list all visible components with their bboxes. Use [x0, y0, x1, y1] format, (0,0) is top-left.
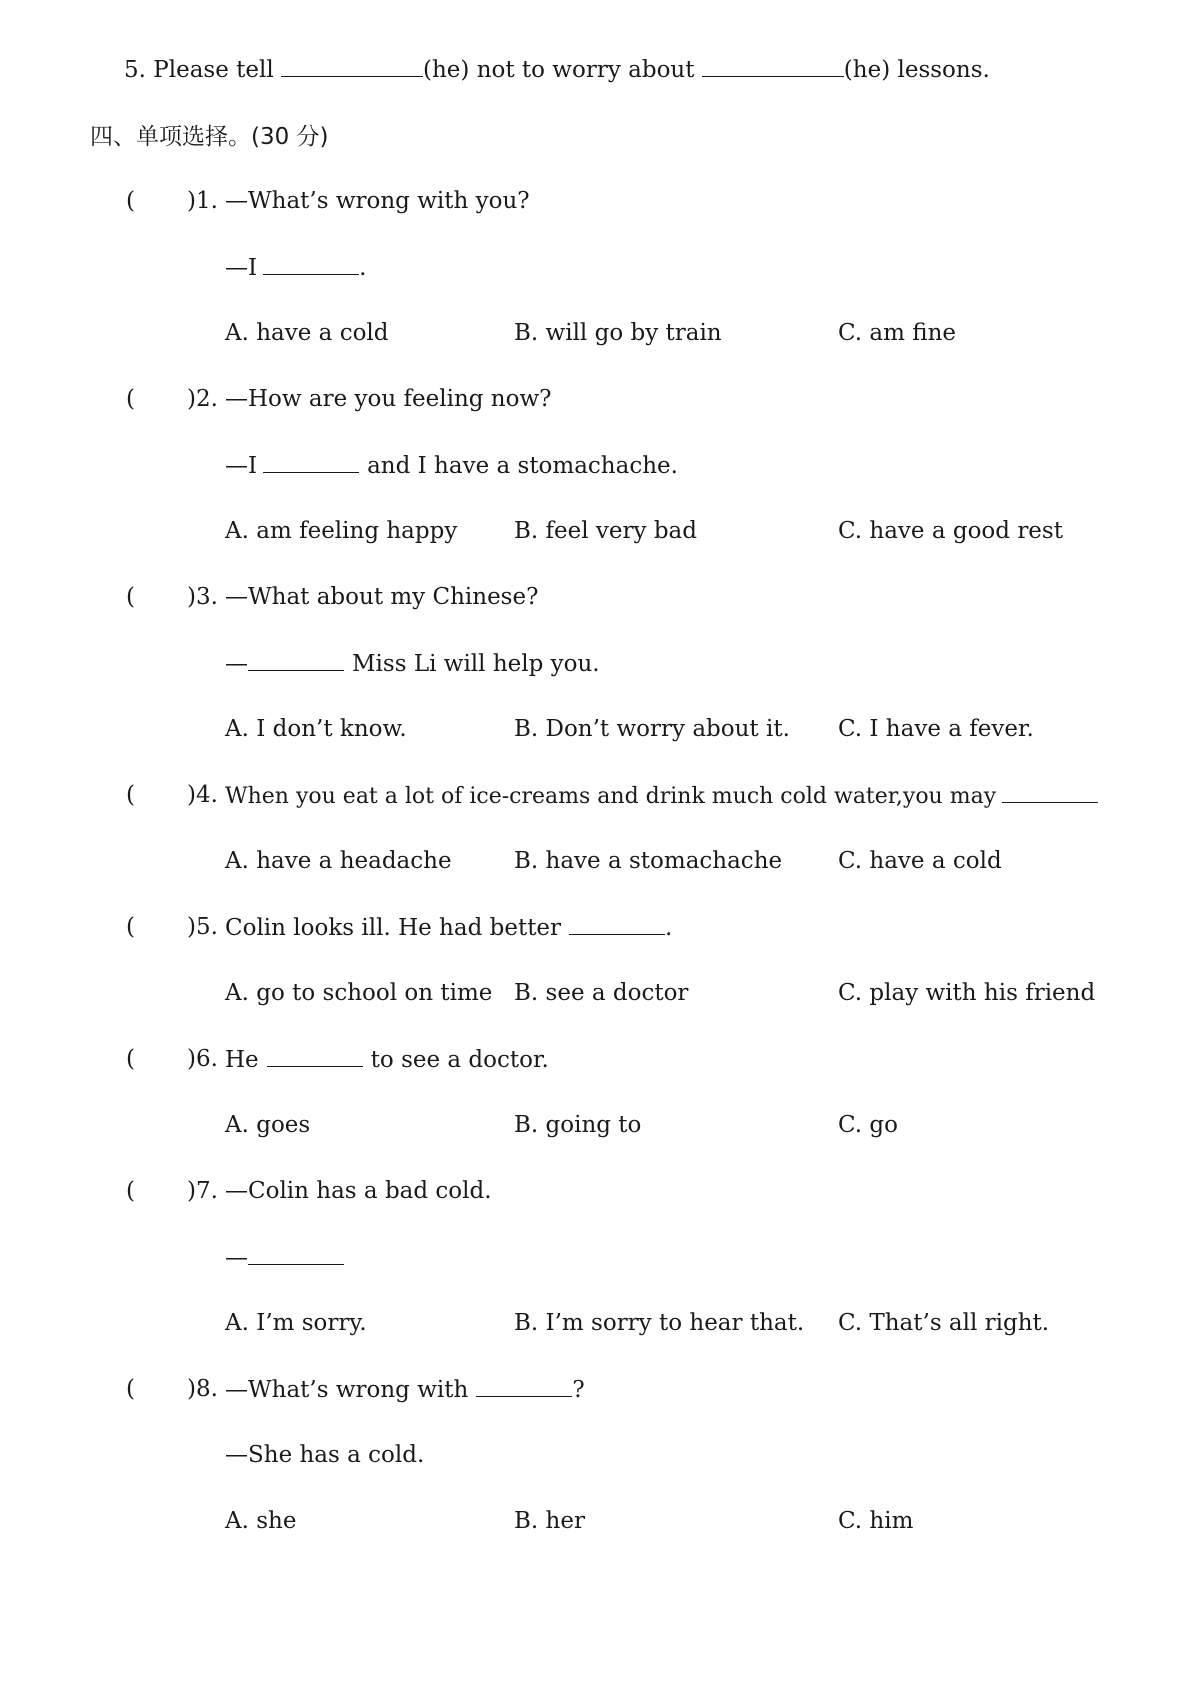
option-c[interactable]: C. I have a fever. — [838, 716, 1034, 742]
question-response: —She has a cold. — [225, 1442, 425, 1468]
option-b[interactable]: B. feel very bad — [514, 518, 697, 544]
question-text-suffix: . — [665, 915, 673, 941]
option-a[interactable]: A. she — [225, 1508, 297, 1534]
response-suffix: . — [359, 255, 367, 281]
option-a[interactable]: A. I’m sorry. — [225, 1310, 367, 1336]
option-a[interactable]: A. have a headache — [225, 848, 452, 874]
response-suffix: and I have a stomachache. — [367, 453, 678, 479]
option-c[interactable]: C. am fine — [838, 320, 956, 346]
question-number: )8. — [187, 1376, 218, 1402]
answer-paren[interactable]: ( — [126, 1046, 135, 1072]
response-prefix: —I — [225, 453, 258, 479]
question-text: —Colin has a bad cold. — [225, 1178, 492, 1204]
option-b[interactable]: B. will go by train — [514, 320, 722, 346]
answer-blank[interactable] — [569, 912, 665, 935]
answer-paren[interactable]: ( — [126, 914, 135, 940]
question-text — [225, 780, 1098, 812]
answer-paren[interactable]: ( — [126, 1376, 135, 1402]
question-text-suffix: ? — [572, 1377, 585, 1403]
option-a[interactable]: A. go to school on time — [225, 980, 493, 1006]
fill-item-5 — [124, 54, 990, 85]
answer-blank[interactable] — [248, 1242, 344, 1265]
option-b[interactable]: B. have a stomachache — [514, 848, 783, 874]
question-number: )4. — [187, 782, 218, 808]
option-b[interactable]: B. her — [514, 1508, 585, 1534]
option-a[interactable]: A. am feeling happy — [225, 518, 458, 544]
question-text-body: —What’s wrong with — [225, 1377, 469, 1403]
question-number: )1. — [187, 188, 218, 214]
response-prefix: —I — [225, 255, 258, 281]
option-c[interactable]: C. That’s all right. — [838, 1310, 1050, 1336]
question-number: )6. — [187, 1046, 218, 1072]
option-c[interactable]: C. have a good rest — [838, 518, 1063, 544]
option-a[interactable]: A. goes — [225, 1112, 311, 1138]
question-number: )7. — [187, 1178, 218, 1204]
question-text: —How are you feeling now? — [225, 386, 552, 412]
answer-blank[interactable] — [281, 54, 423, 77]
option-c[interactable]: C. him — [838, 1508, 914, 1534]
option-c[interactable]: C. play with his friend — [838, 980, 1096, 1006]
answer-blank[interactable] — [1002, 780, 1098, 803]
answer-blank[interactable] — [263, 252, 359, 275]
question-text-suffix: to see a doctor. — [370, 1047, 549, 1073]
response-prefix: — — [225, 1245, 248, 1271]
question-text-body: Colin looks ill. He had better — [225, 915, 562, 941]
option-c[interactable]: C. have a cold — [838, 848, 1002, 874]
question-text — [225, 912, 672, 943]
section-heading: 四、单项选择。(30 分) — [90, 124, 329, 150]
fill-item-5-hint1: (he) not to worry about — [423, 57, 695, 83]
answer-blank[interactable] — [702, 54, 844, 77]
question-number: )3. — [187, 584, 218, 610]
question-text — [225, 1044, 549, 1075]
option-c[interactable]: C. go — [838, 1112, 898, 1138]
answer-blank[interactable] — [248, 648, 344, 671]
question-text: —What about my Chinese? — [225, 584, 539, 610]
response-suffix: Miss Li will help you. — [352, 651, 600, 677]
question-number: )5. — [187, 914, 218, 940]
option-a[interactable]: A. I don’t know. — [225, 716, 407, 742]
answer-paren[interactable]: ( — [126, 584, 135, 610]
question-response — [225, 450, 678, 481]
answer-paren[interactable]: ( — [126, 188, 135, 214]
question-response — [225, 252, 366, 283]
answer-blank[interactable] — [263, 450, 359, 473]
option-b[interactable]: B. see a doctor — [514, 980, 689, 1006]
answer-blank[interactable] — [267, 1044, 363, 1067]
question-text — [225, 1374, 585, 1405]
question-text-body: When you eat a lot of ice-creams and drink much cold water,you may — [225, 784, 997, 809]
option-a[interactable]: A. have a cold — [225, 320, 389, 346]
question-response — [225, 1242, 344, 1273]
answer-paren[interactable]: ( — [126, 782, 135, 808]
option-b[interactable]: B. I’m sorry to hear that. — [514, 1310, 805, 1336]
answer-paren[interactable]: ( — [126, 386, 135, 412]
question-response — [225, 648, 600, 679]
question-text: —What’s wrong with you? — [225, 188, 530, 214]
answer-blank[interactable] — [476, 1374, 572, 1397]
response-prefix: — — [225, 651, 248, 677]
fill-item-5-hint2: (he) lessons. — [843, 57, 990, 83]
option-b[interactable]: B. Don’t worry about it. — [514, 716, 790, 742]
fill-item-5-prefix: 5. Please tell — [124, 57, 274, 83]
answer-paren[interactable]: ( — [126, 1178, 135, 1204]
question-number: )2. — [187, 386, 218, 412]
option-b[interactable]: B. going to — [514, 1112, 642, 1138]
question-text-body: He — [225, 1047, 259, 1073]
